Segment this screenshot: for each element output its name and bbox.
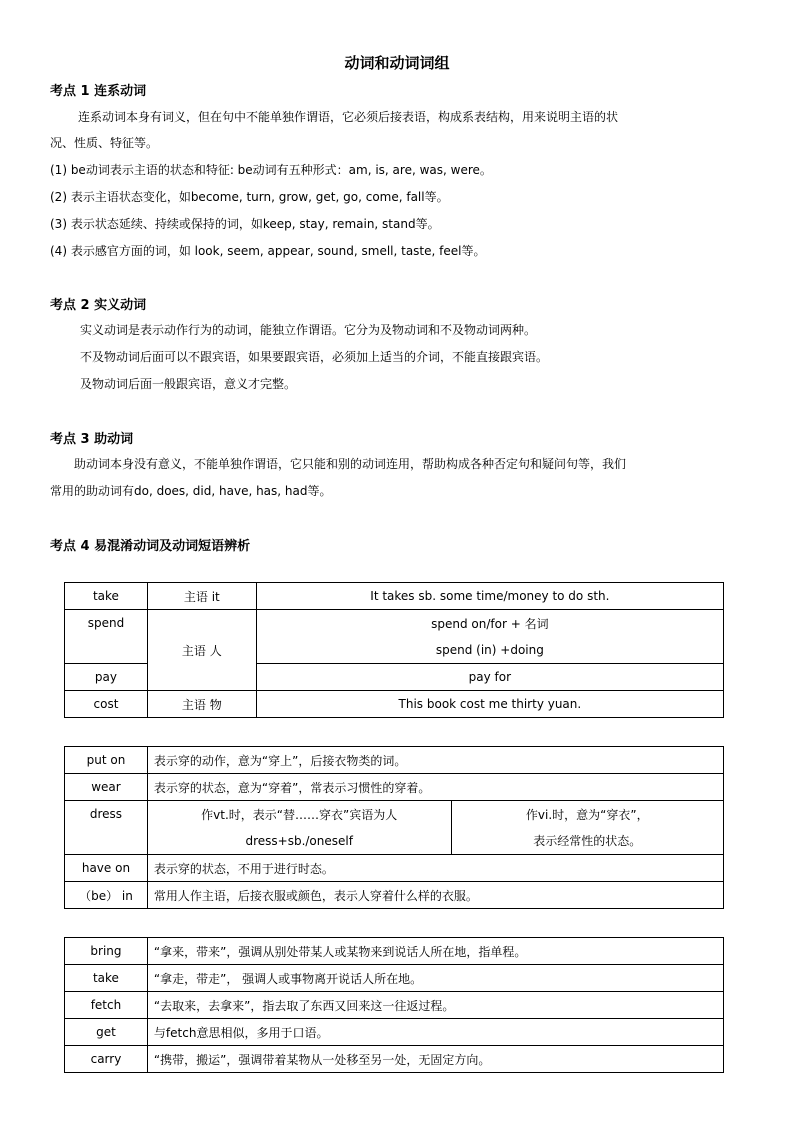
table-row bbox=[65, 938, 724, 965]
dress-vt-line-1: 作vt.时，表示“替……穿衣”宾语为人 bbox=[201, 807, 398, 822]
cell-take-subject: 主语 it bbox=[147, 583, 256, 610]
table-row bbox=[65, 992, 724, 1019]
table-row bbox=[65, 965, 724, 992]
cell-desc: “拿来，带来”，强调从别处带某人或某物来到说话人所在地，指单程。 bbox=[147, 938, 723, 965]
table-row bbox=[65, 1019, 724, 1046]
cell-take: take bbox=[65, 583, 148, 610]
cell-be-in: （be） in bbox=[65, 882, 148, 909]
cell-cost-subject: 主语 物 bbox=[147, 691, 256, 718]
cell-desc: “携带，搬运”，强调带着某物从一处移至另一处，无固定方向。 bbox=[147, 1046, 723, 1073]
s3-line-1: 助动词本身没有意义，不能单独作谓语，它只能和别的动词连用，帮助构成各种否定句和疑问句等，我们 bbox=[74, 457, 627, 471]
s3-line-2: 常用的助动词有do, does, did, have, has, had等。 bbox=[50, 484, 332, 498]
cell-desc: “拿走，带走”， 强调人或事物离开说话人所在地。 bbox=[147, 965, 723, 992]
dress-vi-line-1: 作vi.时，意为“穿衣”， bbox=[525, 807, 649, 822]
s1-item-1: (1) be动词表示主语的状态和特征: be动词有五种形式：am, is, are, was, were。 bbox=[50, 163, 492, 177]
cell-person-subject: 主语 人 bbox=[147, 610, 256, 691]
cell-be-in-desc: 常用人作主语，后接衣服或颜色，表示人穿着什么样的衣服。 bbox=[147, 882, 723, 909]
cell-word: carry bbox=[65, 1046, 148, 1073]
s1-item-2: (2) 表示主语状态变化，如become, turn, grow, get, go, come, fall等。 bbox=[50, 190, 449, 204]
dress-vt-line-2: dress+sb./oneself bbox=[245, 833, 353, 848]
cell-word: bring bbox=[65, 938, 148, 965]
cell-cost-usage: This book cost me thirty yuan. bbox=[256, 691, 723, 718]
cell-word: fetch bbox=[65, 992, 148, 1019]
s1-item-3: (3) 表示状态延续、持续或保持的词，如keep, stay, remain, stand等。 bbox=[50, 217, 440, 231]
cell-word: take bbox=[65, 965, 148, 992]
cell-desc: “去取来，去拿来”，指去取了东西又回来这一往返过程。 bbox=[147, 992, 723, 1019]
section-3-heading: 考点 3 助动词 bbox=[50, 432, 134, 447]
cell-have-on: have on bbox=[65, 855, 148, 882]
table-bring-take-fetch bbox=[64, 937, 724, 1073]
cell-cost: cost bbox=[65, 691, 148, 718]
cell-pay-usage: pay for bbox=[256, 664, 723, 691]
table-row bbox=[65, 1046, 724, 1073]
cell-pay: pay bbox=[65, 664, 148, 691]
cell-put-on: put on bbox=[65, 747, 148, 774]
table-take-spend-pay-cost bbox=[64, 582, 724, 718]
cell-put-on-desc: 表示穿的动作，意为“穿上”，后接衣物类的词。 bbox=[147, 747, 723, 774]
s2-line-3: 及物动词后面一般跟宾语，意义才完整。 bbox=[80, 377, 297, 391]
s1-intro-line1: 连系动词本身有词义，但在句中不能单独作谓语，它必须后接表语，构成系表结构，用来说明主语的状 bbox=[78, 110, 619, 124]
s1-intro-line2: 况、性质、特征等。 bbox=[50, 136, 159, 150]
cell-wear-desc: 表示穿的状态，意为“穿着”，常表示习惯性的穿着。 bbox=[147, 774, 723, 801]
cell-desc: 与fetch意思相似，多用于口语。 bbox=[147, 1019, 723, 1046]
cell-dress: dress bbox=[65, 801, 148, 855]
dress-vi-line-2: 表示经常性的状态。 bbox=[533, 833, 642, 848]
cell-spend: spend bbox=[65, 610, 148, 664]
page-title: 动词和动词词组 bbox=[344, 54, 450, 72]
s2-line-2: 不及物动词后面可以不跟宾语，如果要跟宾语，必须加上适当的介词，不能直接跟宾语。 bbox=[80, 350, 549, 364]
s2-line-1: 实义动词是表示动作行为的动词，能独立作谓语。它分为及物动词和不及物动词两种。 bbox=[80, 323, 537, 337]
cell-word: get bbox=[65, 1019, 148, 1046]
section-1-heading: 考点 1 连系动词 bbox=[50, 84, 147, 99]
cell-have-on-desc: 表示穿的状态，不用于进行时态。 bbox=[147, 855, 723, 882]
cell-take-usage: It takes sb. some time/money to do sth. bbox=[256, 583, 723, 610]
cell-wear: wear bbox=[65, 774, 148, 801]
cell-dress-vi bbox=[451, 801, 724, 855]
s1-item-4: (4) 表示感官方面的词，如 look, seem, appear, sound, smell, taste, feel等。 bbox=[50, 244, 486, 258]
spend-usage-2: spend (in) +doing bbox=[435, 642, 544, 657]
cell-spend-usage bbox=[256, 610, 723, 664]
section-2-heading: 考点 2 实义动词 bbox=[50, 298, 147, 313]
spend-usage-1: spend on/for + 名词 bbox=[431, 616, 549, 631]
section-4-heading: 考点 4 易混淆动词及动词短语辨析 bbox=[50, 539, 251, 554]
cell-dress-vt bbox=[147, 801, 451, 855]
table-wear-verbs bbox=[64, 746, 724, 909]
